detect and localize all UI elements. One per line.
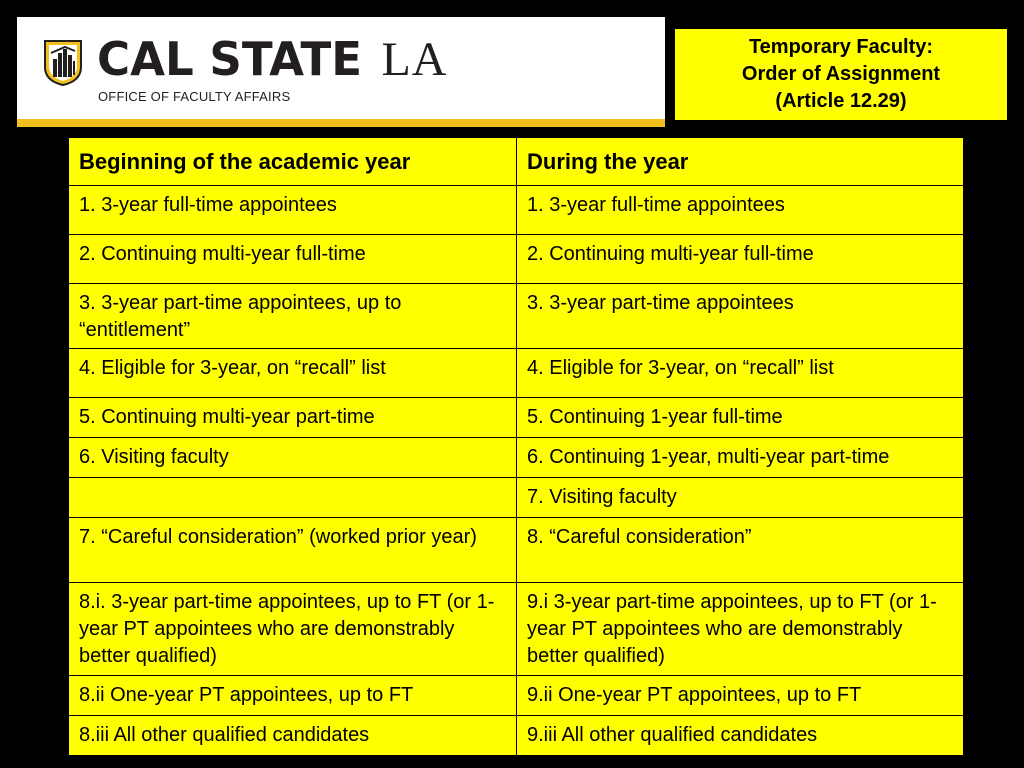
- table-row: [69, 478, 964, 518]
- table-cell: 6. Continuing 1-year, multi-year part-time: [517, 438, 964, 478]
- table-row: [69, 186, 964, 235]
- slide-title: [674, 28, 1008, 121]
- table-row: [69, 398, 964, 438]
- table-row: [69, 235, 964, 284]
- header-during-year: During the year: [517, 138, 964, 186]
- table-cell: 6. Visiting faculty: [69, 438, 517, 478]
- logo-main-text: CAL STATE: [97, 32, 363, 86]
- title-line-2: Order of Assignment: [741, 63, 941, 85]
- table-cell: 9.ii One-year PT appointees, up to FT: [517, 676, 964, 716]
- table-row: [69, 583, 964, 676]
- table-cell: 9.i 3-year part-time appointees, up to FT (or 1-year PT appointees who are demonstrably better qualified): [517, 583, 964, 676]
- logo-wordmark: [97, 33, 447, 93]
- table-cell: 8.i. 3-year part-time appointees, up to FT (or 1-year PT appointees who are demonstrably better qualified): [69, 583, 517, 676]
- table-row: [69, 284, 964, 349]
- table-cell: 4. Eligible for 3-year, on “recall” list: [69, 349, 517, 398]
- golden-eagle-building-icon: [41, 37, 85, 87]
- table-cell: 9.iii All other qualified candidates: [517, 716, 964, 756]
- logo-la-text: LA: [381, 33, 448, 86]
- order-of-assignment-table: [68, 137, 964, 756]
- table-cell: 1. 3-year full-time appointees: [69, 186, 517, 235]
- header-beginning-of-year: Beginning of the academic year: [69, 138, 517, 186]
- table-row: [69, 716, 964, 756]
- table-row: [69, 438, 964, 478]
- table-cell-empty: [69, 478, 517, 518]
- table-cell: 8.iii All other qualified candidates: [69, 716, 517, 756]
- logo-subtitle: OFFICE OF FACULTY AFFAIRS: [98, 89, 291, 104]
- table-cell: 7. Visiting faculty: [517, 478, 964, 518]
- table-cell: 2. Continuing multi-year full-time: [69, 235, 517, 284]
- table-row: [69, 676, 964, 716]
- table-cell: 8.ii One-year PT appointees, up to FT: [69, 676, 517, 716]
- table-row: [69, 349, 964, 398]
- cal-state-la-logo: [17, 17, 665, 127]
- table-header-row: [69, 138, 964, 186]
- table-row: [69, 518, 964, 583]
- title-line-1: Temporary Faculty:: [748, 36, 934, 58]
- table-cell: 4. Eligible for 3-year, on “recall” list: [517, 349, 964, 398]
- table-cell: 8. “Careful consideration”: [517, 518, 964, 583]
- table-cell: 1. 3-year full-time appointees: [517, 186, 964, 235]
- table-cell: 5. Continuing multi-year part-time: [69, 398, 517, 438]
- table-cell: 3. 3-year part-time appointees, up to “entitlement”: [69, 284, 517, 349]
- table-cell: 3. 3-year part-time appointees: [517, 284, 964, 349]
- table-cell: 5. Continuing 1-year full-time: [517, 398, 964, 438]
- table-cell: 2. Continuing multi-year full-time: [517, 235, 964, 284]
- title-line-3: (Article 12.29): [775, 90, 907, 112]
- table-cell: 7. “Careful consideration” (worked prior year): [69, 518, 517, 583]
